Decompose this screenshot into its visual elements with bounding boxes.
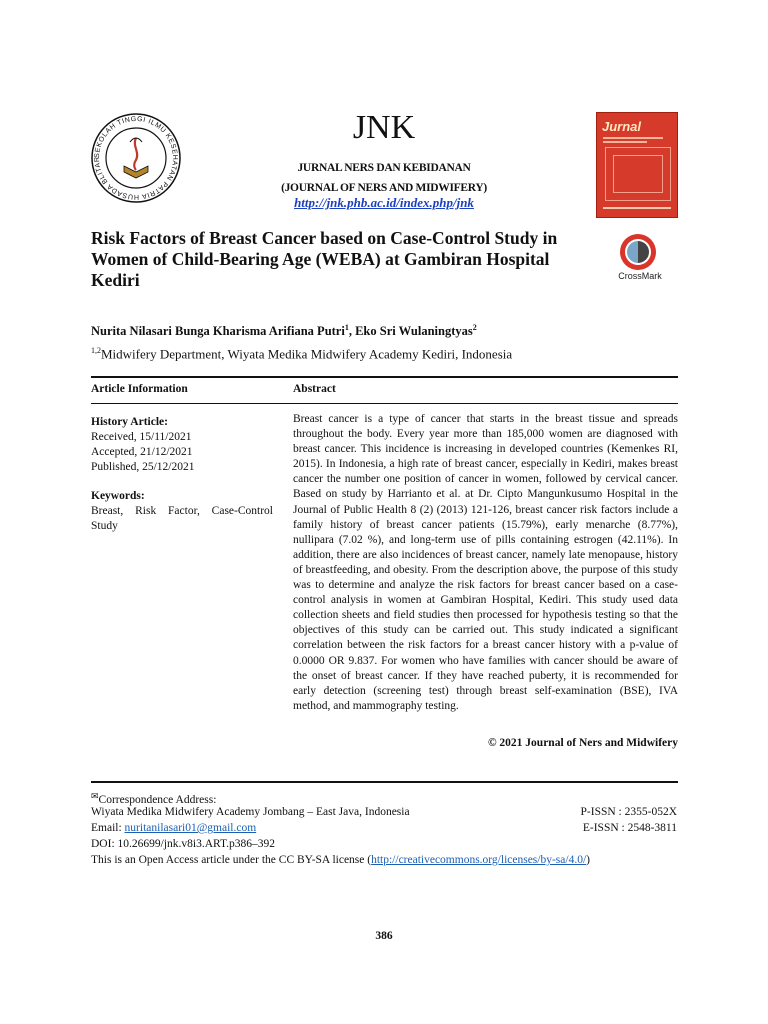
author-name: Nurita Nilasari Bunga Kharisma Arifiana Putri <box>91 324 345 339</box>
affiliation-marker: 1,2 <box>91 346 101 355</box>
journal-name-english: (JOURNAL OF NERS AND MIDWIFERY) <box>281 182 487 194</box>
history-label: History Article: <box>91 416 168 428</box>
author-affiliation-marker: 1 <box>344 323 349 332</box>
author-separator: , <box>348 324 356 339</box>
journal-name: JURNAL NERS DAN KEBIDANAN <box>297 162 471 174</box>
envelope-icon: ✉ <box>91 791 99 801</box>
abstract-text: Breast cancer is a type of cancer that starts in the breast tissue and spreads throughout the body. Every year more than 185,000 women are diagnosed with breast cancer. This incidence is increasing in developed countries (Kemenkes RI, 2015). In Indonesia, a high rate of breast cancer, especially in Kediri, makes breast cancer the number one position of cancer in women, followed by cervical cancer. Based on study by Harrianto et al. at Dr. Cipto Mangunkusumo Hospital in the Journal of Public Health 8 (2) (2013) 121-126, breast cancer risk factors include a family history of breast cancer patients (15.79%), early menarche (8.77%), nullipara (7.02 %), and long-term use of pills containing estrogen (42.11%). In addition, there are also incidences of breast cancer, namely late menopause, history of breastfeeding, and obesity. From the description above, the purpose of this study was to determine and analyze the risk factors for breast cancer based on a case-control analysis in women at Gambiran Hospital, Kediri. This study used data collection sheets and field studies then processed for hypothesis testing so that the objectives of this study can be carried out. This study indicated a significant correlation between the risk factors for a breast cancer history with a p-value of 0.0000 OR 9.837. For women who have families with cancer should be aware of the onset of breast cancer. If they have reached puberty, it is recommended for early detection (screening test) through breast self-examination (BSE), IVA method, and mammography testing. <box>293 413 678 712</box>
author-affiliation-marker: 2 <box>472 323 477 332</box>
cover-decor-frame <box>613 155 663 193</box>
correspondence-block <box>91 789 681 869</box>
doi: DOI: 10.26699/jnk.v8i3.ART.p386–392 <box>91 838 276 850</box>
affiliation-text: Midwifery Department, Wiyata Medika Midwifery Academy Kediri, Indonesia <box>101 346 513 362</box>
keywords: Breast, Risk Factor, Case-Control Study <box>91 505 273 532</box>
table-top-rule <box>91 376 678 378</box>
journal-cover-image <box>596 112 678 218</box>
cover-decor-line <box>603 141 647 143</box>
article-information-header: Article Information <box>91 383 188 395</box>
electronic-issn: E-ISSN : 2548-3811 <box>582 822 677 834</box>
license-link[interactable]: http://creativecommons.org/licenses/by-sa/4.0/ <box>371 854 587 866</box>
published-date: Published, 25/12/2021 <box>91 461 195 473</box>
print-issn: P-ISSN : 2355-052X <box>580 806 677 818</box>
correspondence-address: Wiyata Medika Midwifery Academy Jombang – East Java, Indonesia <box>91 806 410 818</box>
page-number: 386 <box>375 930 393 942</box>
license-prefix: This is an Open Access article under the CC BY-SA license ( <box>91 854 372 866</box>
copyright-notice: © 2021 Journal of Ners and Midwifery <box>487 737 678 749</box>
author-name: Eko Sri Wulaningtyas <box>355 324 473 339</box>
author-list <box>91 320 681 339</box>
abstract-header: Abstract <box>293 383 336 395</box>
crossmark-label: CrossMark <box>618 271 662 281</box>
seal-text: SEKOLAH TINGGI ILMU KESEHATAN PATRIA HUSADA BLITAR <box>93 115 179 201</box>
affiliation <box>91 343 681 362</box>
received-date: Received, 15/11/2021 <box>91 431 192 443</box>
correspondence-label: Correspondence Address: <box>98 794 217 806</box>
article-information <box>91 415 276 534</box>
cover-decor-line <box>603 207 671 209</box>
accepted-date: Accepted, 21/12/2021 <box>91 446 193 458</box>
email-label: Email: <box>91 822 125 834</box>
journal-abbreviation: JNK <box>352 109 416 146</box>
cover-title: Jurnal <box>602 119 642 134</box>
footer-rule <box>91 781 678 783</box>
license-suffix: ) <box>586 854 590 866</box>
journal-url-link[interactable]: http://jnk.phb.ac.id/index.php/jnk <box>294 195 474 210</box>
table-header-rule <box>91 403 678 404</box>
keywords-label: Keywords: <box>91 490 145 502</box>
email-link[interactable]: nuritanilasari01@gmail.com <box>124 822 257 834</box>
cover-decor-line <box>603 137 663 139</box>
paper-title: Risk Factors of Breast Cancer based on Case-Control Study in Women of Child-Bearing Age (WEBA) at Gambiran Hospital Kediri <box>91 228 558 290</box>
